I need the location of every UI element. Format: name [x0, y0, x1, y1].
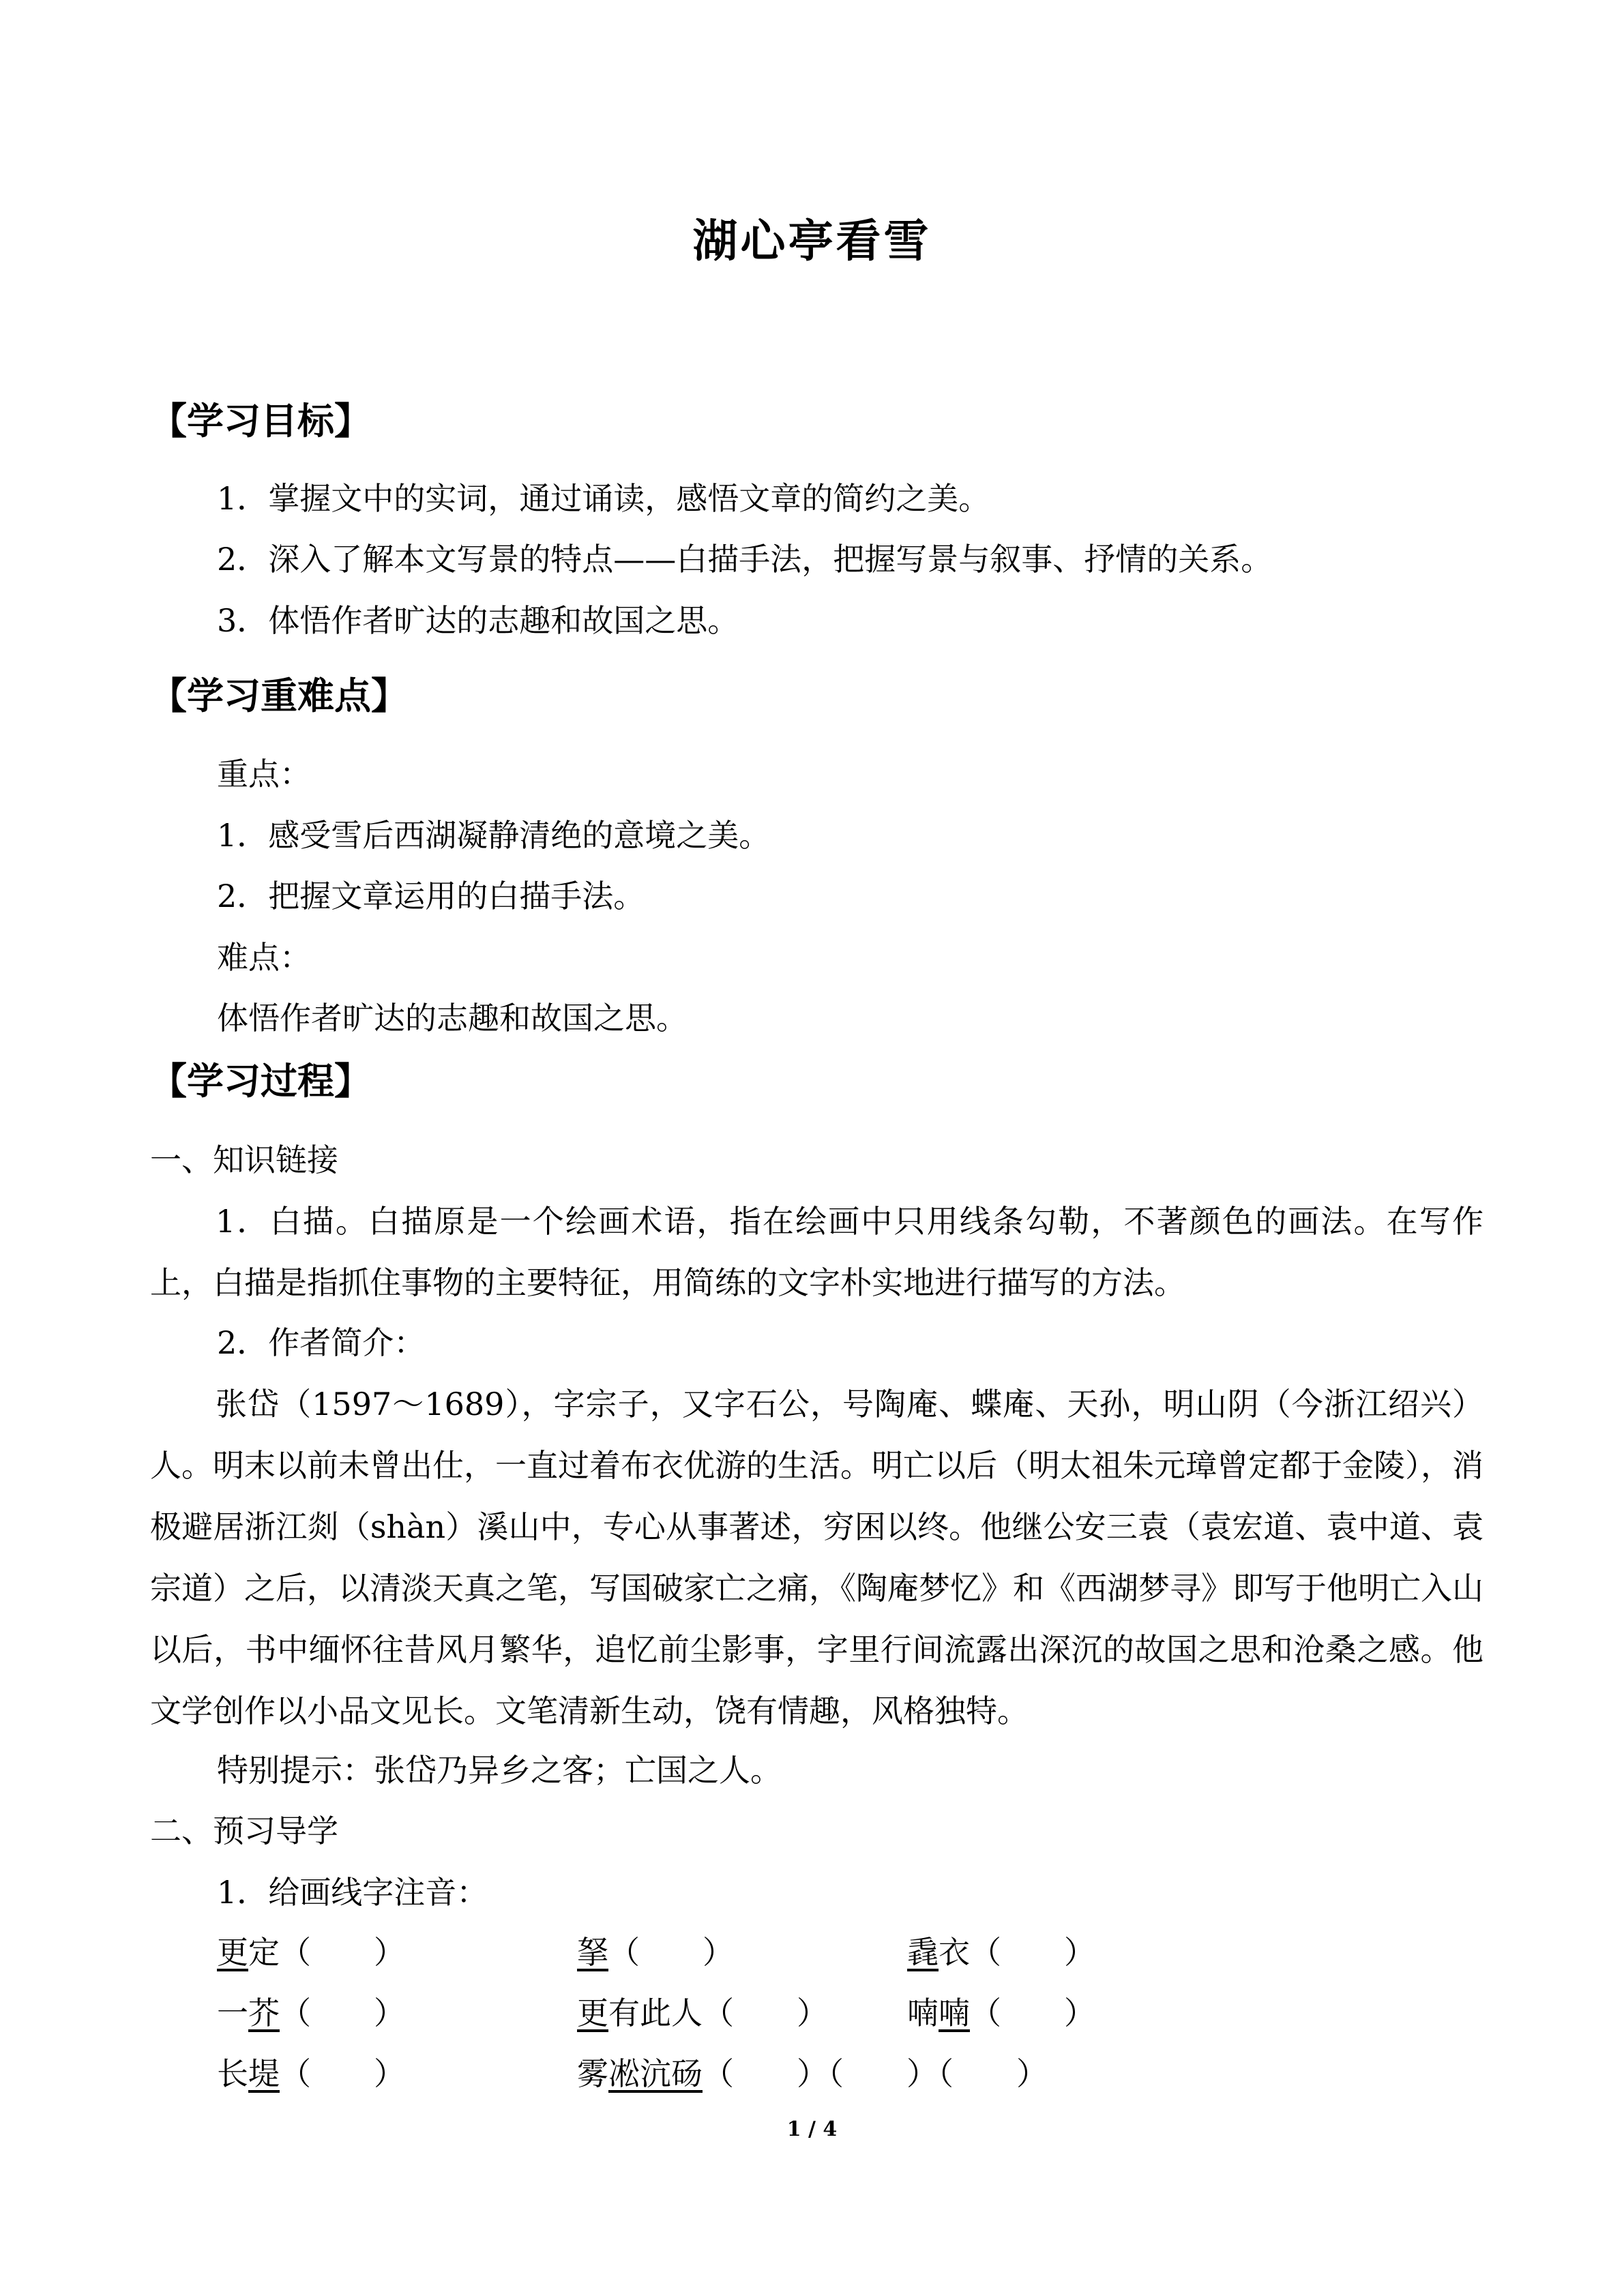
page-number: 1 / 4 [786, 2117, 838, 2141]
pinyin-item: 更有此人（ ） [577, 1995, 828, 2031]
page-title: 湖心亭看雪 [692, 215, 932, 267]
baimiao-paragraph: 1．白描。白描原是一个绘画术语，指在绘画中只用线条勾勒，不著颜色的画法。在写作上，白描是指抓住事物的主要特征，用简练的文字朴实地进行描写的方法。 [150, 1203, 1483, 1301]
difficult-label: 难点： [217, 939, 311, 976]
pinyin-task: 1．给画线字注音： [217, 1874, 488, 1911]
heading-key-points: 【学习重难点】 [150, 674, 408, 717]
special-note: 特别提示：张岱乃异乡之客；亡国之人。 [217, 1752, 782, 1789]
pinyin-item: 毳衣（ ） [907, 1934, 1095, 1971]
goal-item: 2．深入了解本文写景的特点——白描手法，把握写景与叙事、抒情的关系。 [217, 541, 1273, 578]
difficult-point: 体悟作者旷达的志趣和故国之思。 [217, 1000, 688, 1037]
pinyin-item: 雾凇沆砀（ ）（ ）（ ） [577, 2055, 1048, 2092]
pinyin-item: 喃喃（ ） [907, 1995, 1095, 2031]
key-point: 1．感受雪后西湖凝静清绝的意境之美。 [217, 817, 771, 854]
part2-title: 二、预习导学 [150, 1813, 338, 1849]
pinyin-item: 拏（ ） [577, 1934, 734, 1971]
pinyin-item: 长堤（ ） [217, 2055, 405, 2092]
heading-goals: 【学习目标】 [150, 400, 371, 443]
part1-title: 一、知识链接 [150, 1142, 338, 1178]
key-label: 重点： [217, 756, 311, 792]
pinyin-item: 更定（ ） [217, 1934, 405, 1971]
heading-process: 【学习过程】 [150, 1060, 371, 1103]
author-label: 2．作者简介： [217, 1324, 426, 1361]
goal-item: 1．掌握文中的实词，通过诵读，感悟文章的简约之美。 [217, 480, 990, 517]
pinyin-item: 一芥（ ） [217, 1995, 405, 2031]
key-point: 2．把握文章运用的白描手法。 [217, 878, 645, 914]
author-bio-paragraph: 张岱（1597～1689），字宗子，又字石公，号陶庵、蝶庵、天孙，明山阴（今浙江绍兴）人。明末以前未曾出仕，一直过着布衣优游的生活。明亡以后（明太祖朱元璋曾定都于金陵），消极避居浙江剡（shàn）溪山中，专心从事著述，穷困以终。他继公安三袁（袁宏道、袁中道、袁宗道）之后，以清淡天真之笔，写国破家亡之痛，《陶庵梦忆》和《西湖梦寻》即写于他明亡入山以后，书中缅怀往昔风月繁华，追忆前尘影事，字里行间流露出深沉的故国之思和沧桑之感。他文学创作以小品文见长。文笔清新生动，饶有情趣，风格独特。 [150, 1386, 1483, 1729]
goal-item: 3．体悟作者旷达的志趣和故国之思。 [217, 602, 739, 639]
